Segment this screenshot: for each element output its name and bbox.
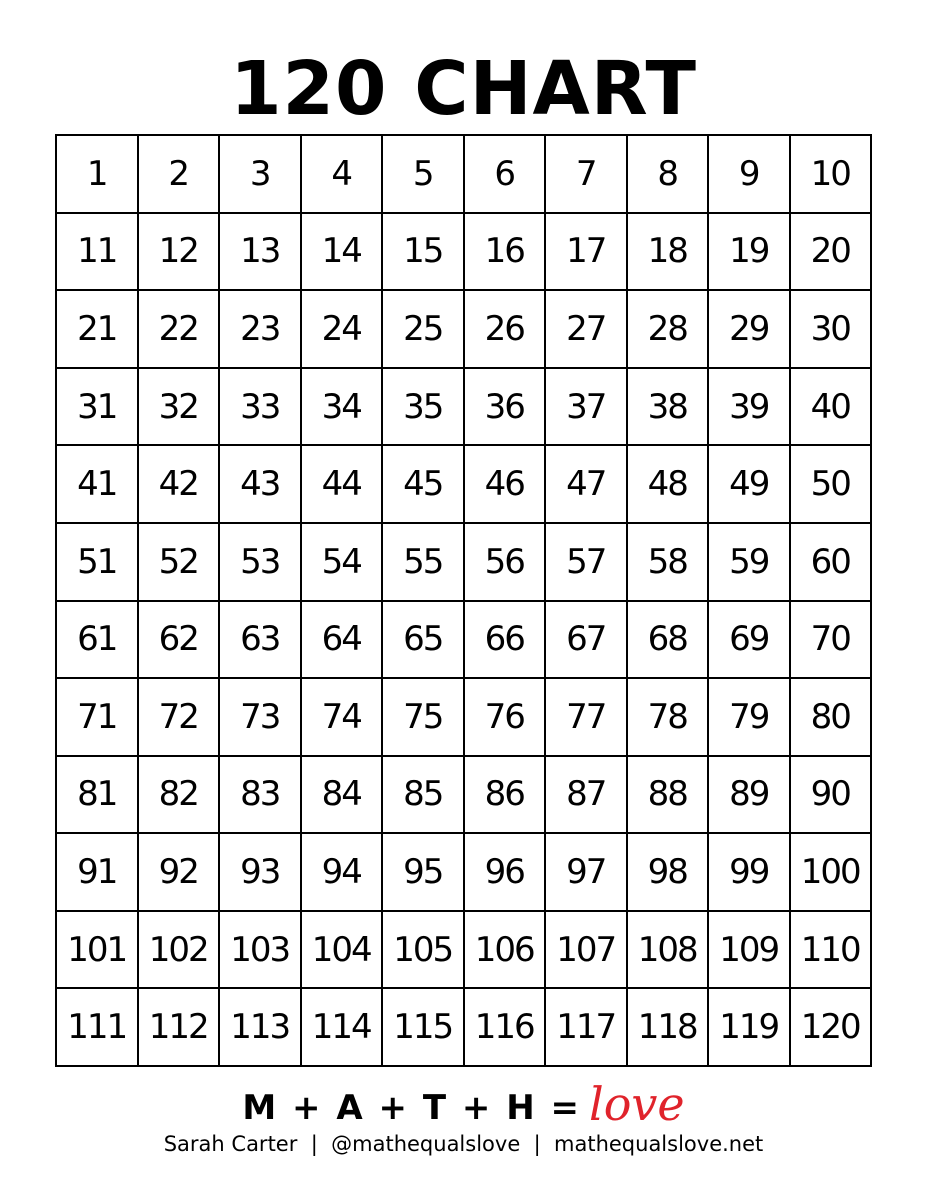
grid-cell: 4	[302, 136, 384, 214]
grid-cell: 118	[628, 989, 710, 1067]
grid-cell: 61	[57, 602, 139, 680]
grid-cell: 91	[57, 834, 139, 912]
grid-cell: 70	[791, 602, 873, 680]
grid-cell: 10	[791, 136, 873, 214]
grid-cell: 102	[139, 912, 221, 990]
grid-cell: 57	[546, 524, 628, 602]
grid-cell: 13	[220, 214, 302, 292]
grid-cell: 36	[465, 369, 547, 447]
grid-cell: 15	[383, 214, 465, 292]
number-grid	[55, 134, 872, 1067]
grid-cell: 73	[220, 679, 302, 757]
grid-cell: 86	[465, 757, 547, 835]
grid-cell: 66	[465, 602, 547, 680]
grid-cell: 23	[220, 291, 302, 369]
grid-cell: 31	[57, 369, 139, 447]
grid-cell: 42	[139, 446, 221, 524]
grid-cell: 68	[628, 602, 710, 680]
grid-cell: 19	[709, 214, 791, 292]
grid-cell: 9	[709, 136, 791, 214]
grid-cell: 38	[628, 369, 710, 447]
grid-cell: 113	[220, 989, 302, 1067]
grid-cell: 76	[465, 679, 547, 757]
grid-cell: 49	[709, 446, 791, 524]
grid-cell: 87	[546, 757, 628, 835]
grid-cell: 39	[709, 369, 791, 447]
footer-credit: Sarah Carter | @mathequalslove | mathequalslove.net	[163, 1132, 764, 1156]
grid-cell: 75	[383, 679, 465, 757]
grid-cell: 84	[302, 757, 384, 835]
grid-cell: 32	[139, 369, 221, 447]
grid-cell: 96	[465, 834, 547, 912]
grid-cell: 51	[57, 524, 139, 602]
grid-cell: 67	[546, 602, 628, 680]
grid-cell: 41	[57, 446, 139, 524]
grid-cell: 60	[791, 524, 873, 602]
grid-cell: 77	[546, 679, 628, 757]
grid-cell: 80	[791, 679, 873, 757]
grid-cell: 119	[709, 989, 791, 1067]
grid-cell: 104	[302, 912, 384, 990]
grid-cell: 16	[465, 214, 547, 292]
grid-cell: 99	[709, 834, 791, 912]
grid-cell: 3	[220, 136, 302, 214]
grid-cell: 65	[383, 602, 465, 680]
grid-cell: 95	[383, 834, 465, 912]
grid-cell: 27	[546, 291, 628, 369]
grid-cell: 93	[220, 834, 302, 912]
grid-cell: 115	[383, 989, 465, 1067]
logo-equation: M + A + T + H =	[242, 1088, 581, 1128]
grid-cell: 106	[465, 912, 547, 990]
grid-cell: 88	[628, 757, 710, 835]
grid-cell: 33	[220, 369, 302, 447]
grid-cell: 120	[791, 989, 873, 1067]
grid-cell: 26	[465, 291, 547, 369]
grid-cell: 112	[139, 989, 221, 1067]
grid-cell: 21	[57, 291, 139, 369]
grid-cell: 14	[302, 214, 384, 292]
grid-cell: 18	[628, 214, 710, 292]
grid-cell: 54	[302, 524, 384, 602]
grid-cell: 72	[139, 679, 221, 757]
grid-cell: 109	[709, 912, 791, 990]
grid-cell: 58	[628, 524, 710, 602]
grid-cell: 28	[628, 291, 710, 369]
grid-cell: 62	[139, 602, 221, 680]
grid-cell: 45	[383, 446, 465, 524]
grid-cell: 43	[220, 446, 302, 524]
grid-cell: 35	[383, 369, 465, 447]
grid-cell: 74	[302, 679, 384, 757]
grid-cell: 48	[628, 446, 710, 524]
grid-cell: 89	[709, 757, 791, 835]
grid-cell: 30	[791, 291, 873, 369]
grid-cell: 114	[302, 989, 384, 1067]
grid-cell: 22	[139, 291, 221, 369]
grid-cell: 47	[546, 446, 628, 524]
grid-cell: 29	[709, 291, 791, 369]
grid-cell: 78	[628, 679, 710, 757]
grid-cell: 94	[302, 834, 384, 912]
grid-cell: 5	[383, 136, 465, 214]
grid-cell: 79	[709, 679, 791, 757]
grid-cell: 90	[791, 757, 873, 835]
grid-cell: 85	[383, 757, 465, 835]
grid-cell: 117	[546, 989, 628, 1067]
grid-cell: 92	[139, 834, 221, 912]
grid-cell: 64	[302, 602, 384, 680]
grid-cell: 11	[57, 214, 139, 292]
grid-cell: 97	[546, 834, 628, 912]
grid-cell: 20	[791, 214, 873, 292]
grid-cell: 108	[628, 912, 710, 990]
grid-cell: 56	[465, 524, 547, 602]
grid-cell: 105	[383, 912, 465, 990]
grid-cell: 46	[465, 446, 547, 524]
grid-cell: 111	[57, 989, 139, 1067]
grid-cell: 116	[465, 989, 547, 1067]
grid-cell: 25	[383, 291, 465, 369]
grid-cell: 107	[546, 912, 628, 990]
grid-cell: 17	[546, 214, 628, 292]
grid-cell: 53	[220, 524, 302, 602]
grid-cell: 44	[302, 446, 384, 524]
grid-cell: 82	[139, 757, 221, 835]
grid-cell: 98	[628, 834, 710, 912]
grid-cell: 71	[57, 679, 139, 757]
grid-cell: 7	[546, 136, 628, 214]
grid-cell: 103	[220, 912, 302, 990]
grid-cell: 6	[465, 136, 547, 214]
grid-cell: 52	[139, 524, 221, 602]
grid-cell: 59	[709, 524, 791, 602]
page-title: 120 CHART	[230, 46, 697, 132]
grid-cell: 81	[57, 757, 139, 835]
grid-cell: 50	[791, 446, 873, 524]
grid-cell: 100	[791, 834, 873, 912]
grid-cell: 2	[139, 136, 221, 214]
grid-cell: 63	[220, 602, 302, 680]
grid-cell: 37	[546, 369, 628, 447]
grid-cell: 34	[302, 369, 384, 447]
grid-cell: 110	[791, 912, 873, 990]
grid-cell: 101	[57, 912, 139, 990]
grid-cell: 83	[220, 757, 302, 835]
grid-cell: 40	[791, 369, 873, 447]
footer-logo	[0, 1077, 927, 1133]
grid-cell: 55	[383, 524, 465, 602]
logo-love-script: love	[588, 1077, 685, 1131]
grid-cell: 8	[628, 136, 710, 214]
grid-cell: 12	[139, 214, 221, 292]
grid-cell: 24	[302, 291, 384, 369]
grid-cell: 69	[709, 602, 791, 680]
grid-cell: 1	[57, 136, 139, 214]
